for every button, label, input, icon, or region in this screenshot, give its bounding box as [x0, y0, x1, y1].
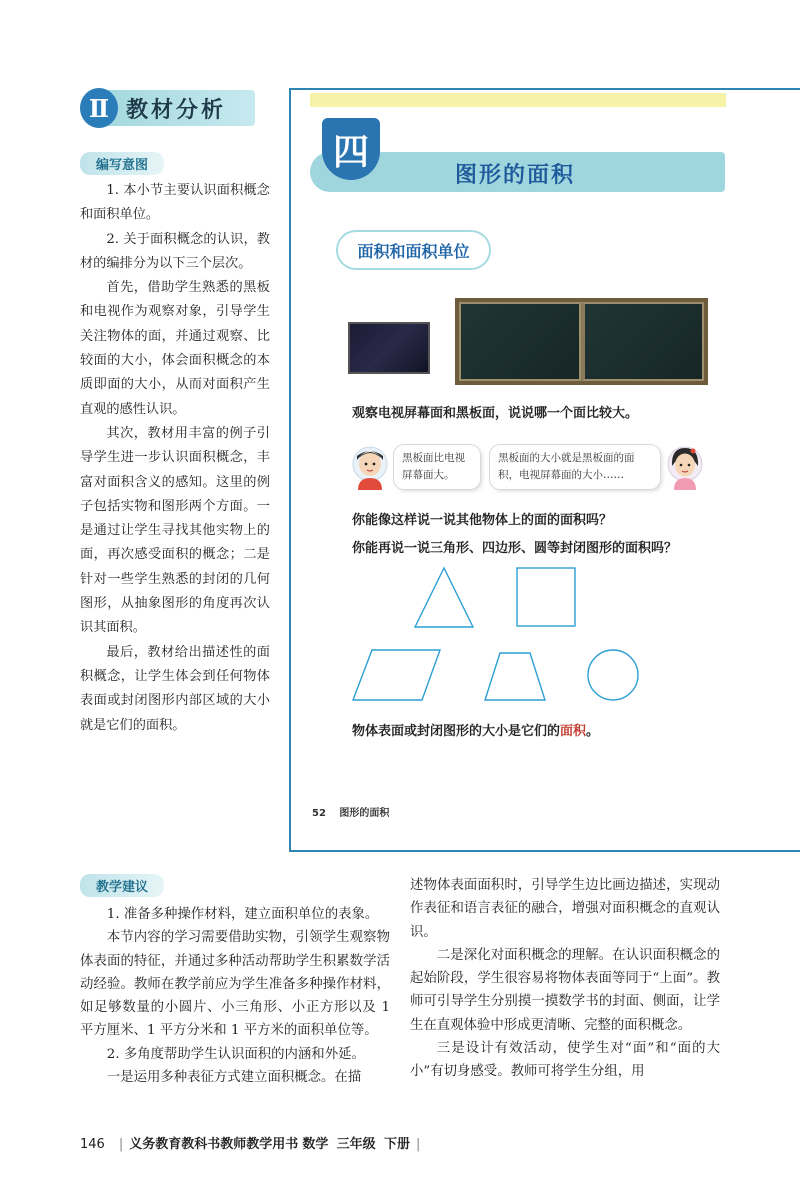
parallelogram-shape [353, 650, 440, 700]
bottom-paragraph: 一是运用多种表征方式建立面积概念。在描 [106, 1070, 362, 1086]
definition-prefix: 物体表面或封闭图形的大小是它们的 [352, 724, 561, 739]
left-paragraph: 首先，借助学生熟悉的黑板和电视作为观察对象，引导学生关注物体的面，并通过观察、比较面的大小，体会面积概念的本质即面的大小，从而对面积产生直观的感性认识。 [80, 280, 270, 417]
tag-teaching-suggestions: 教学建议 [80, 874, 164, 897]
square-shape [517, 568, 575, 626]
bottom-paragraph: 二是深化对面积概念的理解。在认识面积概念的起始阶段，学生很容易将物体表面等同于“上面”。教师可引导学生分别摸一摸数学书的封面、侧面，让学生在直观体验中形成更清晰、完整的面积概念。 [410, 947, 720, 1033]
bottom-paragraph: 本节内容的学习需要借助实物，引领学生观察物体表面的特征，并通过多种活动帮助学生积累数学活动经验。教师在教学前应为学生准备多种操作材料，如足够数量的小圆片、小三角形、小正方形以及 1 平方厘米、1 平方分米和 1 平方米的面积单位等。 [80, 930, 390, 1039]
inset-footer [312, 804, 399, 819]
volume: 下册 [383, 1137, 410, 1152]
inset-page-number: 52 [312, 808, 326, 819]
tv-screen-image [348, 322, 430, 374]
inset-page-label: 图形的面积 [339, 808, 390, 819]
page-footer: 146 | 义务教育教科书教师教学用书 数学 三年级 下册 | [80, 1137, 421, 1152]
bottom-left-column [80, 874, 390, 1089]
question-1: 你能像这样说一说其他物体上的面的面积吗？ [352, 513, 613, 528]
girl-avatar [665, 442, 705, 490]
observe-prompt: 观察电视屏幕面和黑板面，说说哪一个面比较大。 [352, 406, 639, 421]
section-badge: Ⅱ [80, 88, 118, 128]
shape-group [340, 560, 670, 710]
book-title: 义务教育教科书教师教学用书 [129, 1137, 299, 1152]
area-definition [352, 720, 599, 739]
subsection-title: 面积和面积单位 [336, 230, 491, 270]
speech-bubble-boy: 黑板面比电视屏幕面大。 [394, 445, 480, 489]
left-paragraph: 1. 本小节主要认识面积概念和面积单位。 [80, 183, 270, 223]
left-paragraph: 最后，教材给出描述性的面积概念，让学生体会到任何物体表面或封闭图形内部区域的大小就是它们的面积。 [80, 644, 270, 733]
tag-writing-intent: 编写意图 [80, 152, 164, 175]
section-title: 教材分析 [126, 98, 227, 123]
bottom-paragraph: 述物体表面面积时，引导学生边比画边描述，实现动作表征和语言表征的融合，增强对面积概念的直观认识。 [410, 878, 720, 940]
boy-avatar [350, 442, 390, 490]
bottom-paragraph: 三是设计有效活动，使学生对“面”和“面的大小”有切身感受。教师可将学生分组，用 [410, 1041, 720, 1080]
subject: 数学 [302, 1137, 329, 1152]
definition-term: 面积 [560, 724, 587, 739]
chapter-title: 图形的面积 [455, 163, 576, 188]
bottom-right-column [410, 874, 720, 1084]
definition-suffix: 。 [586, 724, 600, 739]
triangle-shape [415, 568, 473, 627]
grade: 三年级 [336, 1137, 376, 1152]
bottom-paragraph: 2. 多角度帮助学生认识面积的内涵和外延。 [106, 1046, 365, 1062]
question-2: 你能再说一说三角形、四边形、圆等封闭图形的面积吗？ [352, 541, 678, 556]
circle-shape [588, 650, 638, 700]
chapter-badge: 四 [322, 118, 380, 180]
page-number: 146 [80, 1137, 105, 1152]
left-column [80, 152, 270, 738]
speech-bubble-girl: 黑板面的大小就是黑板面的面积，电视屏幕面的大小…… [490, 445, 660, 489]
bottom-paragraph: 1. 准备多种操作材料，建立面积单位的表象。 [106, 907, 379, 922]
trapezoid-shape [485, 653, 545, 700]
inset-top-bar [310, 93, 726, 107]
left-paragraph: 其次，教材用丰富的例子引导学生进一步认识面积概念，丰富对面积含义的感知。这里的例子包括实物和图形两个方面。一是通过让学生寻找其他实物上的面，再次感受面积的概念；二是针对一些学生熟悉的封闭的几何图形，从抽象图形的角度再次认识其面积。 [80, 425, 270, 636]
left-paragraph: 2. 关于面积概念的认识，教材的编排分为以下三个层次。 [80, 231, 270, 271]
blackboard-image [455, 298, 708, 385]
